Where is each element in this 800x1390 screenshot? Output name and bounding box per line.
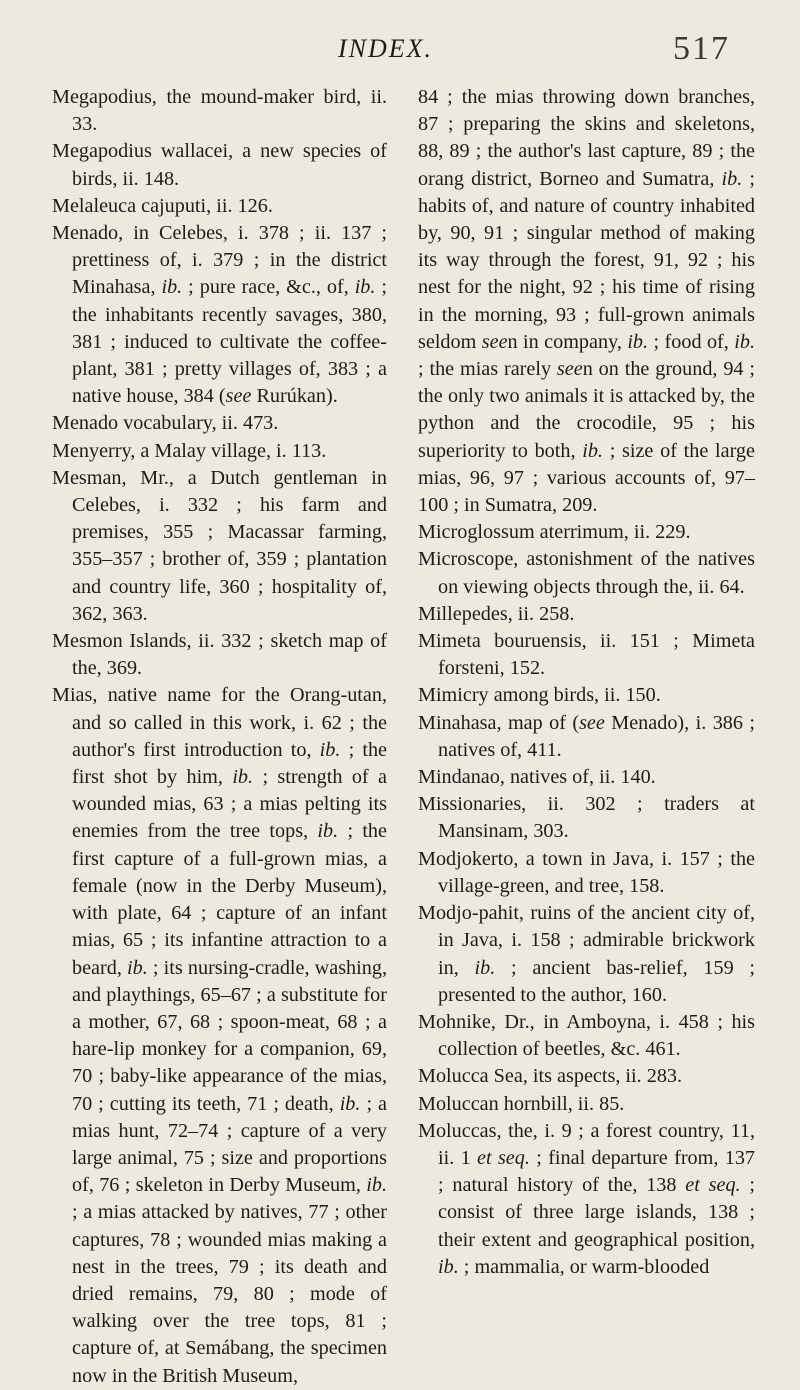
page-number: 517	[673, 30, 730, 67]
index-entry: Modjokerto, a town in Java, i. 157 ; the village-green, and tree, 158.	[418, 847, 755, 897]
index-entry: Mimicry among birds, ii. 150.	[418, 684, 661, 707]
running-head	[0, 28, 800, 78]
index-entry: Mias, native name for the Orang-utan, and so called in this work, i. 62 ; the author's first introduction to, ib. ; the first shot by him, ib. ; strength of a wounded mias, 63 ; a mias pelting its enemies from the tree tops, ib. ; the first capture of a full-grown mias, a female (now in the Derby Museum), with plate, 64 ; capture of an infant mias, 65 ; its infantine attraction to a beard, ib. ; its nursing-cradle, washing, and playthings, 65–67 ; a substitute for a mother, 67, 68 ; spoon-meat, 68 ; a hare-lip monkey for a companion, 69, 70 ; baby-like appearance of the mias, 70 ; cutting its teeth, 71 ; death, ib. ; a mias hunt, 72–74 ; capture of a very large animal, 75 ; size and proportions of, 76 ; skeleton in Derby Museum, ib. ; a mias attacked by natives, 77 ; other captures, 78 ; wounded mias making a nest in the trees, 79 ; its death and dried remains, 79, 80 ; mode of walking over the tree tops, 81 ; capture of, at Semábang, the specimen now in the British Museum,	[52, 684, 388, 1387]
index-entry: Mesmon Islands, ii. 332 ; sketch map of the, 369.	[52, 630, 387, 680]
index-entry: Menyerry, a Malay village, i. 113.	[52, 439, 327, 462]
left-column	[52, 84, 387, 1390]
right-column	[418, 84, 755, 1281]
index-entry: Minahasa, map of (see Menado), i. 386 ; natives of, 411.	[418, 711, 755, 761]
index-entry: Megapodius, the mound-maker bird, ii. 33.	[52, 86, 387, 136]
index-entry: Mindanao, natives of, ii. 140.	[418, 766, 656, 789]
index-entry: Moluccas, the, i. 9 ; a forest country, 11, ii. 1 et seq. ; final departure from, 137 ; natural history of the, 138 et seq. ; consist of three large islands, 138 ; their extent and geographical position, ib. ; mammalia, or warm-blooded	[418, 1119, 756, 1278]
index-entry: Menado, in Celebes, i. 378 ; ii. 137 ; prettiness of, i. 379 ; in the district Minahasa, ib. ; pure race, &c., of, ib. ; the inhabitants recently savages, 380, 381 ; induced to cultivate the coffee-plant, 381 ; pretty villages of, 383 ; a native house, 384 (see Rurúkan).	[52, 222, 388, 408]
index-entry: Missionaries, ii. 302 ; traders at Mansinam, 303.	[418, 793, 755, 843]
index-entry: Microglossum aterrimum, ii. 229.	[418, 521, 691, 544]
index-entry: Millepedes, ii. 258.	[418, 602, 575, 625]
index-entry: Melaleuca cajuputi, ii. 126.	[52, 194, 273, 217]
index-entry: Moluccan hornbill, ii. 85.	[418, 1092, 625, 1115]
index-entry: Menado vocabulary, ii. 473.	[52, 412, 279, 435]
index-entry: Molucca Sea, its aspects, ii. 283.	[418, 1065, 683, 1088]
running-head-title: INDEX.	[338, 34, 434, 63]
index-entry: Mohnike, Dr., in Amboyna, i. 458 ; his collection of beetles, &c. 461.	[418, 1010, 755, 1061]
index-entry: Microscope, astonishment of the natives on viewing objects through the, ii. 64.	[418, 548, 755, 598]
index-entry-continued: 84 ; the mias throwing down branches, 87 ; preparing the skins and skeletons, 88, 89 ; the author's last capture, 89 ; the orang district, Borneo and Sumatra, ib. ; habits of, and nature of country inhabited by, 90, 91 ; singular method of making its way through the forest, 91, 92 ; his nest for the night, 92 ; his time of rising in the morning, 93 ; full-grown animals seldom seen in company, ib. ; food of, ib. ; the mias rarely seen on the ground, 94 ; the only two animals it is attacked by, the python and the crocodile, 95 ; his superiority to both, ib. ; size of the large mias, 96, 97 ; various accounts of, 97–100 ; in Sumatra, 209.	[418, 86, 755, 517]
index-entry: Modjo-pahit, ruins of the ancient city of, in Java, i. 158 ; admirable brickwork in, ib. ; ancient bas-relief, 159 ; presented to the author, 160.	[418, 902, 756, 1006]
index-entry: Megapodius wallacei, a new species of birds, ii. 148.	[52, 140, 387, 190]
index-entry: Mesman, Mr., a Dutch gentleman in Celebes, i. 332 ; his farm and premises, 355 ; Macassar farming, 355–357 ; brother of, 359 ; plantation and country life, 360 ; hospitality of, 362, 363.	[52, 466, 387, 625]
index-entry: Mimeta bouruensis, ii. 151 ; Mimeta forsteni, 152.	[418, 630, 755, 680]
